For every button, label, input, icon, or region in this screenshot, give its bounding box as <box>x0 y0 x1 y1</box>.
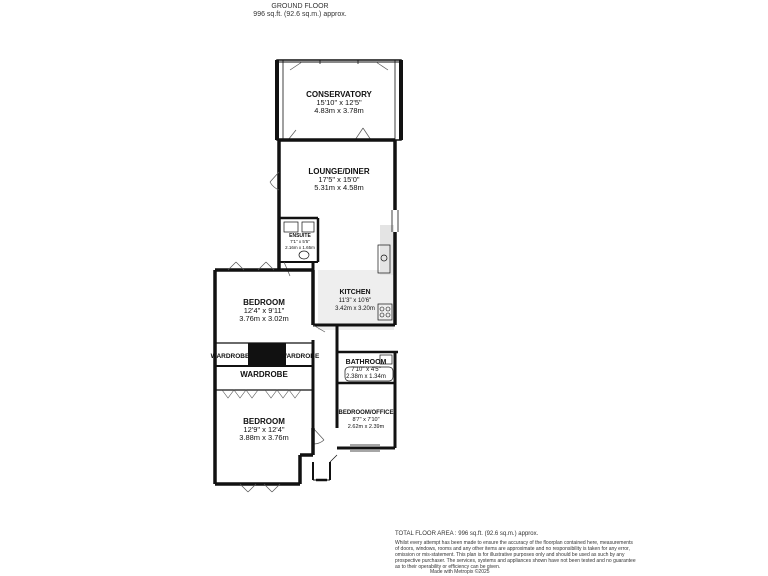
conservatory-metric: 4.83m x 3.78m <box>314 106 364 115</box>
floor-area: 996 sq.ft. (92.6 sq.m.) approx. <box>253 11 347 18</box>
entrance-porch <box>313 455 337 480</box>
bathroom-imperial: 7'10" x 4'5" <box>351 367 381 373</box>
bedroom-office-imperial: 8'7" x 7'10" <box>352 417 380 423</box>
disclaimer-line-6: Made with Metropix ©2025 <box>430 569 490 575</box>
bathroom-name: BATHROOM <box>345 359 387 366</box>
wardrobe-doors <box>222 390 301 398</box>
bedroom1-metric: 3.76m x 3.02m <box>239 314 289 323</box>
disclaimer-line-2: of doors, windows, rooms and any other items are approximate and no responsibility is taken for any error, <box>395 546 630 552</box>
disclaimer-line-4: prospective purchaser. The services, systems and appliances shown have not been tested and no guarantee <box>395 558 636 564</box>
bedroom-office-name: BEDROOM/OFFICE <box>338 410 394 416</box>
lounge-metric: 5.31m x 4.58m <box>314 183 364 192</box>
bedroom2-imperial: 12'9" x 12'4" <box>243 425 285 434</box>
bedroom2-metric: 3.88m x 3.76m <box>239 433 289 442</box>
bedroom1-name: BEDROOM <box>243 298 285 307</box>
disclaimer-line-5: as to their operability or efficiency can be given. <box>395 564 501 570</box>
disclaimer-line-1: Whilst every attempt has been made to ensure the accuracy of the floorplan contained here, measurements <box>395 540 633 546</box>
hallway-door <box>313 325 325 444</box>
conservatory-name: CONSERVATORY <box>306 90 372 99</box>
wardrobe-left-label: WARDROBE <box>210 353 250 360</box>
ensuite-name: ENSUITE <box>289 233 311 239</box>
bedroom1-imperial: 12'4" x 9'11" <box>243 306 285 315</box>
ensuite-imperial: 7'1" x 5'5" <box>290 239 310 244</box>
wardrobe-right-label: WARDROBE <box>280 353 320 360</box>
bedroom2-name: BEDROOM <box>243 417 285 426</box>
kitchen-imperial: 11'3" x 10'6" <box>338 298 372 304</box>
hallway-walls <box>313 325 337 428</box>
kitchen-worktop <box>380 225 394 275</box>
kitchen-name: KITCHEN <box>339 289 371 296</box>
wardrobe-mid-label: WARDROBE <box>240 370 288 379</box>
conservatory-imperial: 15'10" x 12'5" <box>316 98 362 107</box>
total-floor-area: TOTAL FLOOR AREA : 996 sq.ft. (92.6 sq.m.) approx. <box>395 531 539 537</box>
floor-name: GROUND FLOOR <box>271 3 329 10</box>
ensuite-metric: 2.16m x 1.65m <box>285 245 315 250</box>
disclaimer-line-3: omission or mis-statement. This plan is for illustrative purposes only and should be used as such by any <box>395 552 625 558</box>
kitchen-metric: 3.42m x 3.20m <box>335 306 375 312</box>
lounge-name: LOUNGE/DINER <box>308 167 370 176</box>
lounge-imperial: 17'5" x 15'0" <box>318 175 360 184</box>
bathroom-metric: 2.38m x 1.34m <box>346 374 386 380</box>
bedroom-office-metric: 2.62m x 2.39m <box>347 424 385 430</box>
